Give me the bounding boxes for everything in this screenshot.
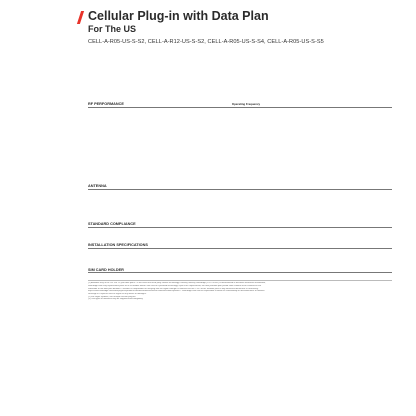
section-title: ANTENNA [88,184,107,189]
footnote: remainder of the data plan duration. Customer is responsible for verifying that the signal strength is sufficient via the CTE Cat-M1 network prior to any backend interference or recovering. [88,287,259,290]
page-title: Cellular Plug-in with Data Plan [88,9,269,23]
model-list: CELL-A-R05-US-S-S2, CELL-A-R12-US-S-S2, CELL-A-R05-US-S-S4, CELL-A-R05-US-S-S5 [88,39,324,45]
section-header [88,184,392,190]
section-title: RF PERFORMANCE [88,102,124,106]
footnote-divider [88,280,392,281]
footnote: SolarEdge shall fully replacement parts such as modem and/or SIM card at a prorated technology. Upon such replacement, the new prorated plan period shall continue to be covered for the [88,284,262,287]
footnote: (3) Two types of antennas may be supplied interchangeably [88,298,143,301]
section-header [88,268,392,274]
section-header [88,243,392,249]
footnote: (2) For larger systems, use multiple cellular plug-ins [88,295,136,298]
accent-slash [77,11,84,24]
footnote: coverage in a specific area or region or any losses or damages. [88,293,147,295]
section-header [88,102,392,108]
section-column-header: Operating Frequency [231,102,261,106]
section-title: SIM CARD HOLDER [88,267,124,272]
footnote: https://www.solaredge.com/sites/physical/products/communications/cellular-communication-options#/. SolarEdge shall not be responsible or liable for unavailability or discontinuance of network [88,290,265,293]
page-subtitle: For The US [88,24,137,34]
section-title: STANDARD COMPLIANCE [88,222,136,227]
footnote: (1) Available only in the US. For 12 year data plans - in the event that third party cellular technology currently used by SolarEdge (LTE Cat M1) is discontinued or becomes otherwise unavailable, [88,282,266,285]
section-header [88,222,392,228]
section-title: INSTALLATION SPECIFICATIONS [88,243,148,248]
